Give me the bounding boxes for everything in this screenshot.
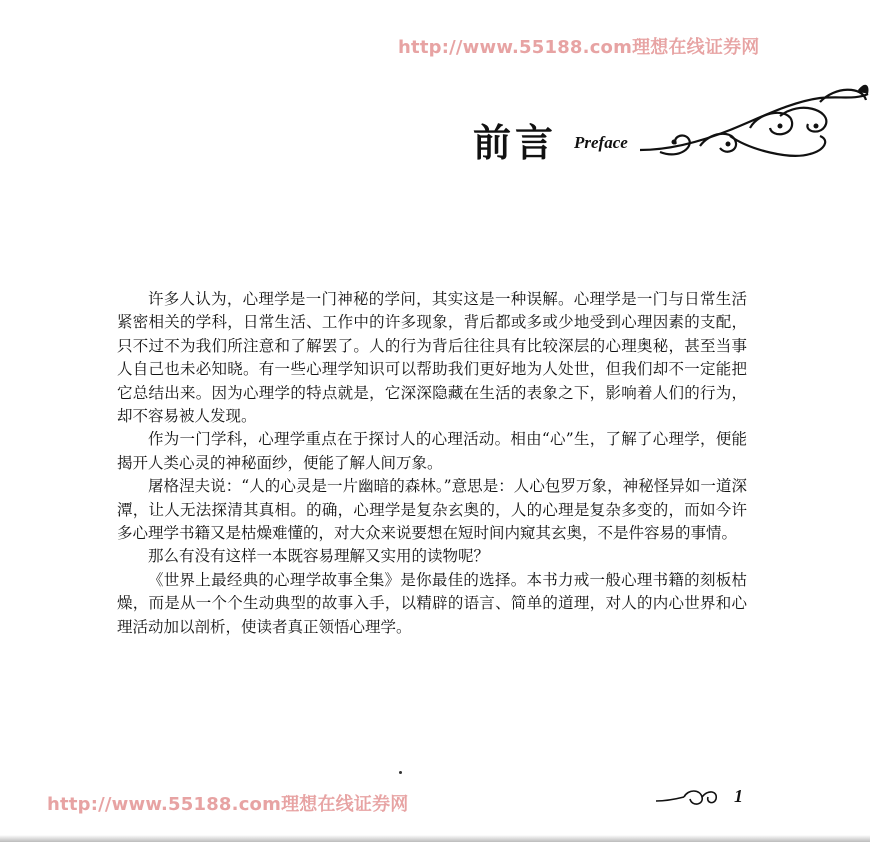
scan-dot (399, 771, 402, 774)
page-subtitle: Preface (574, 133, 628, 152)
preface-body (117, 288, 747, 639)
paragraph: 许多人认为，心理学是一门神秘的学问，其实这是一种误解。心理学是一门与日常生活紧密相关的学科，日常生活、工作中的许多现象，背后都或多或少地受到心理因素的支配，只不过不为我们所注意和了解罢了。人的行为背后往往具有比较深层的心理奥秘，甚至当事人自己也未必知晓。有一些心理学知识可以帮助我们更好地为人处世，但我们却不一定能把它总结出来。因为心理学的特点就是，它深深隐藏在生活的表象之下，影响着人们的行为，却不容易被人发现。 (117, 290, 747, 426)
paragraph: 那么有没有这样一本既容易理解又实用的读物呢？ (148, 547, 490, 566)
swirl-ornament-icon (640, 80, 870, 190)
page-ornament-icon (654, 785, 724, 811)
watermark-top: http://www.55188.com理想在线证券网 (398, 37, 760, 58)
page-title: 前言 (473, 120, 558, 165)
scan-edge (0, 835, 870, 842)
paragraph: 作为一门学科，心理学重点在于探讨人的心理活动。相由“心”生，了解了心理学，便能揭开人类心灵的神秘面纱，便能了解人间万象。 (117, 430, 747, 472)
paragraph: 屠格涅夫说：“人的心灵是一片幽暗的森林。”意思是：人心包罗万象，神秘怪异如一道深潭，让人无法探清其真相。的确，心理学是复杂玄奥的，人的心理是复杂多变的，而如今许多心理学书籍又是枯燥难懂的，对大众来说要想在短时间内窥其玄奥，不是件容易的事情。 (117, 477, 747, 543)
page-number: 1 (734, 786, 743, 806)
watermark-bottom: http://www.55188.com理想在线证券网 (47, 794, 409, 815)
paragraph: 《世界上最经典的心理学故事全集》是你最佳的选择。本书力戒一般心理书籍的刻板枯燥，而是从一个个生动典型的故事入手，以精辟的语言、简单的道理，对人的内心世界和心理活动加以剖析，使读者真正领悟心理学。 (117, 570, 747, 636)
